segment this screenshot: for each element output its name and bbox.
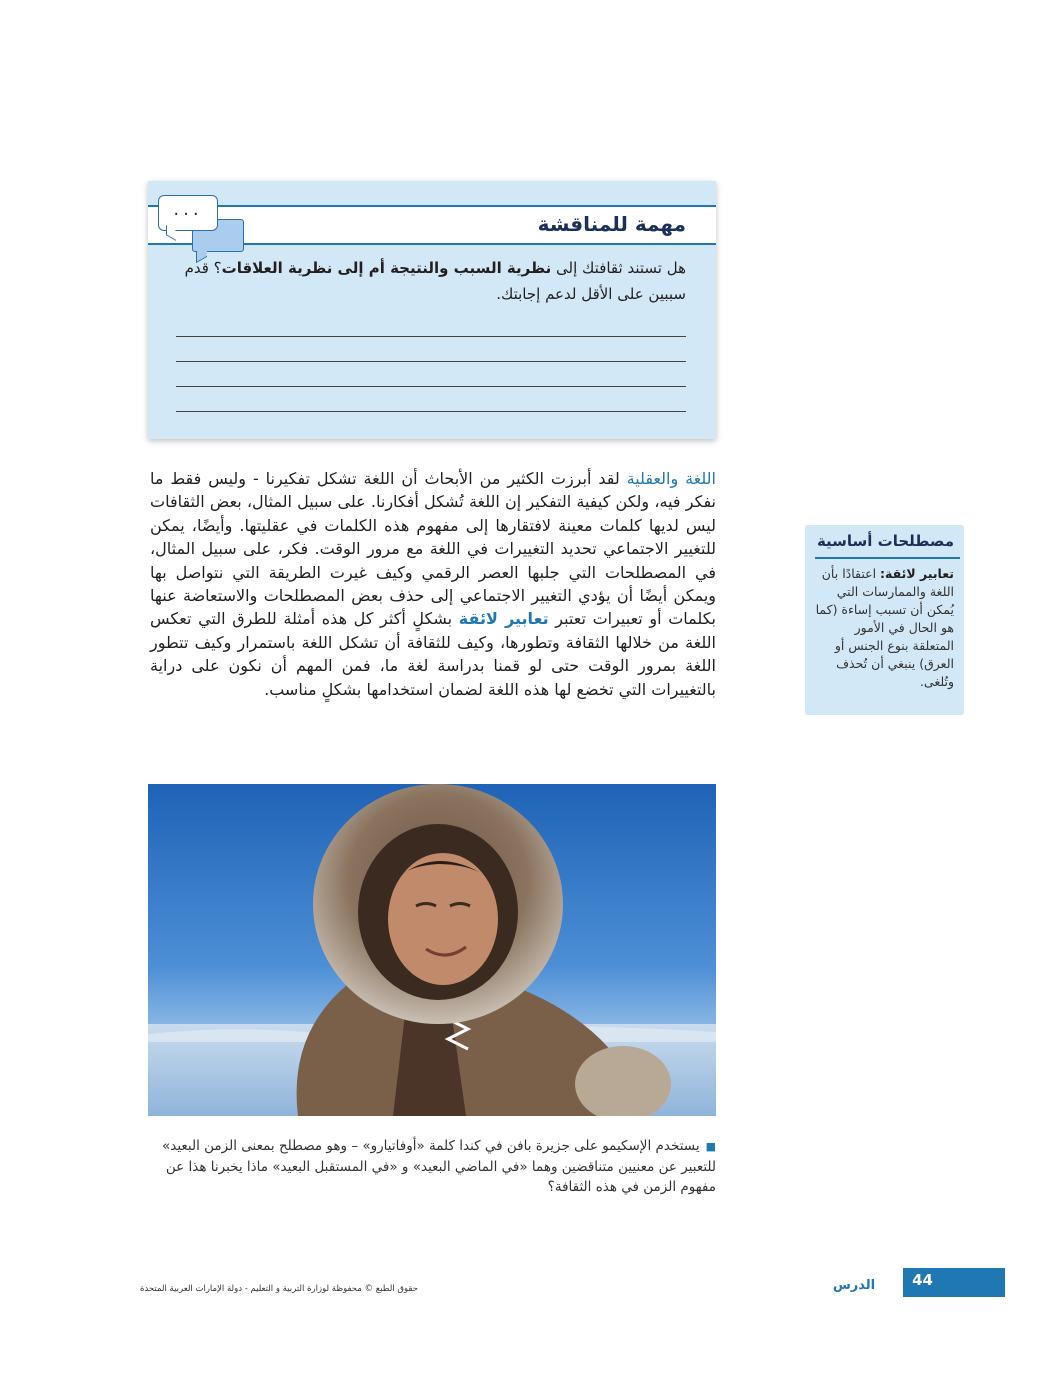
paragraph-text-end: بشكلٍ أكثر كل هذه أمثلة للطرق التي تعكس اللغة من خلالها الثقافة وتطورها، وكيف للثقافة أن تشكل اللغة باستمرار وكيف تتطور اللغة بمرور الوقت حتى لو قمنا بدراسة لغة ما، فمن المهم أن نكون على دراية بالتغييرات التي تخضع لها هذه اللغة لضمان استخدامها بشكلٍ مناسب. — [150, 609, 716, 699]
sidebar-definition — [814, 565, 954, 691]
sidebar-divider — [815, 557, 960, 559]
key-term-highlight: تعابير لائقة — [458, 609, 549, 629]
photo-illustration — [148, 784, 716, 1116]
face — [388, 853, 498, 985]
speech-bubble-icon: ... — [158, 195, 218, 231]
answer-line[interactable] — [176, 411, 686, 412]
page-number: 44 — [912, 1271, 933, 1289]
inuit-woman-photo — [148, 784, 716, 1116]
answer-line[interactable] — [176, 361, 686, 362]
paragraph-lead: اللغة والعقلية — [626, 469, 717, 488]
sidebar-definition-text: اعتقادًا بأن اللغة والممارسات التي يُمكن أن تسبب إساءة (كما هو الحال في الأمور المتعلقة بنوع الجنس أو العرق) ينبغي أن تُحذف وتُلغى. — [815, 566, 954, 689]
copyright-notice: حقوق الطبع © محفوظة لوزارة التربية و التعليم - دولة الإمارات العربية المتحدة — [140, 1284, 418, 1294]
task-question-bold: نظرية السبب والنتيجة أم إلى نظرية العلاقات — [221, 259, 552, 277]
main-paragraph — [150, 467, 716, 701]
sidebar-term: تعابير لائقة: — [880, 566, 954, 581]
photo-caption — [150, 1136, 716, 1197]
task-question — [178, 255, 686, 307]
page-number-tab — [903, 1268, 1005, 1297]
key-terms-sidebar — [805, 525, 964, 715]
lesson-label: الدرس — [832, 1278, 876, 1293]
answer-line[interactable] — [176, 386, 686, 387]
discussion-task-box — [148, 181, 716, 439]
task-title: مهمة للمناقشة — [537, 212, 686, 236]
answer-line[interactable] — [176, 336, 686, 337]
caption-square-icon: ■ — [705, 1140, 716, 1153]
task-question-text-end: ؟ قدم سببين على الأقل لدعم إجابتك. — [184, 259, 686, 303]
sidebar-title: مصطلحات أساسية — [816, 532, 954, 550]
paragraph-text: لقد أبرزت الكثير من الأبحاث أن اللغة تشكل تفكيرنا - وليس فقط ما نفكر فيه، ولكن كيفية التفكير إن اللغة تُشكل أفكارنا. على سبيل المثال، بعض الثقافات ليس لديها كلمات معينة لافتقارها إلى مفهوم هذه الكلمات في عقليتها. وأيضًا، يمكن للتغيير الاجتماعي تحديد التغييرات في اللغة مع مرور الوقت. فكر، على سبيل المثال، في المصطلحات التي جلبها العصر الرقمي وكيف غيرت الطريقة التي نتواصل بها ويمكن أيضًا أن يؤدي التغيير الاجتماعي إلى حذف بعض المصطلحات والاستعاضة عنها بكلمات أو تعبيرات تعتبر — [150, 469, 717, 629]
caption-text: يستخدم الإسكيمو على جزيرة بافن في كندا كلمة «أوفاتيارو» – وهو مصطلح بمعنى الزمن البعيد» للتعبير عن معنيين متناقضين وهما «في الماضي البعيد» و «في المستقبل البعيد» ماذا يخبرنا هذا عن مفهوم الزمن في هذه الثقافة؟ — [161, 1138, 716, 1195]
task-question-text: هل تستند ثقافتك إلى — [551, 259, 686, 277]
